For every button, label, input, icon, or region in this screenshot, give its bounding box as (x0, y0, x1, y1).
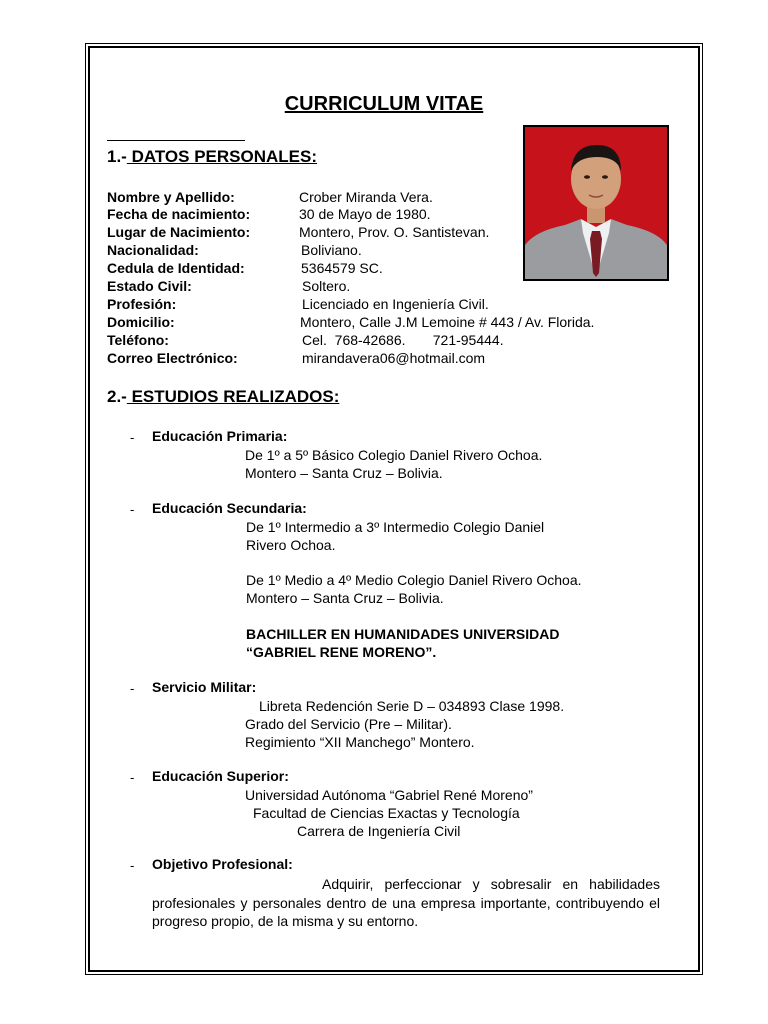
bachiller-line: “GABRIEL RENE MORENO”. (246, 644, 437, 660)
row-value: 30 de Mayo de 1980. (299, 206, 431, 222)
bachiller-line: BACHILLER EN HUMANIDADES UNIVERSIDAD (246, 626, 560, 642)
row-label: Fecha de nacimiento: (107, 206, 251, 222)
secundaria-line: De 1º Intermedio a 3º Intermedio Colegio Daniel (246, 519, 545, 535)
bullet: - (130, 430, 135, 445)
superior-line: Facultad de Ciencias Exactas y Tecnología (253, 805, 520, 821)
secundaria-line: Montero – Santa Cruz – Bolivia. (246, 590, 444, 606)
section-number: 2.- (107, 387, 127, 406)
subheading-superior: Educación Superior: (152, 768, 289, 784)
title-rule (107, 140, 245, 141)
row-label: Cedula de Identidad: (107, 260, 245, 276)
subheading-secundaria: Educación Secundaria: (152, 500, 307, 516)
subheading-objetivo: Objetivo Profesional: (152, 856, 293, 872)
bullet: - (130, 858, 135, 873)
bullet: - (130, 681, 135, 696)
row-label: Profesión: (107, 296, 177, 312)
row-label: Estado Civil: (107, 278, 192, 294)
row-value: Boliviano. (301, 242, 362, 258)
page-title: CURRICULUM VITAE (284, 93, 484, 115)
secundaria-line: De 1º Medio a 4º Medio Colegio Daniel Rivero Ochoa. (246, 572, 582, 588)
secundaria-line: Rivero Ochoa. (246, 537, 336, 553)
profile-photo (523, 125, 669, 281)
superior-line: Universidad Autónoma “Gabriel René Moreno” (245, 787, 533, 803)
row-label: Domicilio: (107, 314, 175, 330)
row-value: mirandavera06@hotmail.com (302, 350, 486, 366)
row-value: Soltero. (302, 278, 351, 294)
row-value: Cel. 768-42686. 721-95444. (302, 332, 504, 348)
militar-line: Libreta Redención Serie D – 034893 Clase 1998. (259, 698, 565, 714)
row-label: Lugar de Nacimiento: (107, 224, 251, 240)
subheading-militar: Servicio Militar: (152, 679, 257, 695)
subheading-primaria: Educación Primaria: (152, 428, 288, 444)
section-number: 1.- (107, 147, 127, 166)
row-value: Crober Miranda Vera. (299, 189, 433, 205)
bullet: - (130, 502, 135, 517)
section-title: DATOS PERSONALES: (126, 147, 318, 166)
row-label: Correo Electrónico: (107, 350, 238, 366)
row-label: Nombre y Apellido: (107, 189, 235, 205)
bullet: - (130, 770, 135, 785)
primaria-line: Montero – Santa Cruz – Bolivia. (245, 465, 443, 481)
row-value: 5364579 SC. (301, 260, 383, 276)
row-value: Montero, Prov. O. Santistevan. (299, 224, 490, 240)
section-heading-personal (107, 147, 317, 167)
primaria-line: De 1º a 5º Básico Colegio Daniel Rivero Ochoa. (245, 447, 543, 463)
row-value: Licenciado en Ingeniería Civil. (302, 296, 489, 312)
militar-line: Regimiento “XII Manchego” Montero. (245, 734, 475, 750)
superior-line: Carrera de Ingeniería Civil (297, 823, 461, 839)
row-label: Teléfono: (107, 332, 169, 348)
row-value: Montero, Calle J.M Lemoine # 443 / Av. Florida. (300, 314, 595, 330)
section-heading-studies (107, 387, 339, 407)
objetivo-text: Adquirir, perfeccionar y sobresalir en habilidades profesionales y personales dentro de una empresa importante, contribuyendo el progreso propio, de la misma y su entorno. (152, 876, 660, 929)
row-label: Nacionalidad: (107, 242, 199, 258)
section-title: ESTUDIOS REALIZADOS: (126, 387, 340, 406)
militar-line: Grado del Servicio (Pre – Militar). (245, 716, 452, 732)
